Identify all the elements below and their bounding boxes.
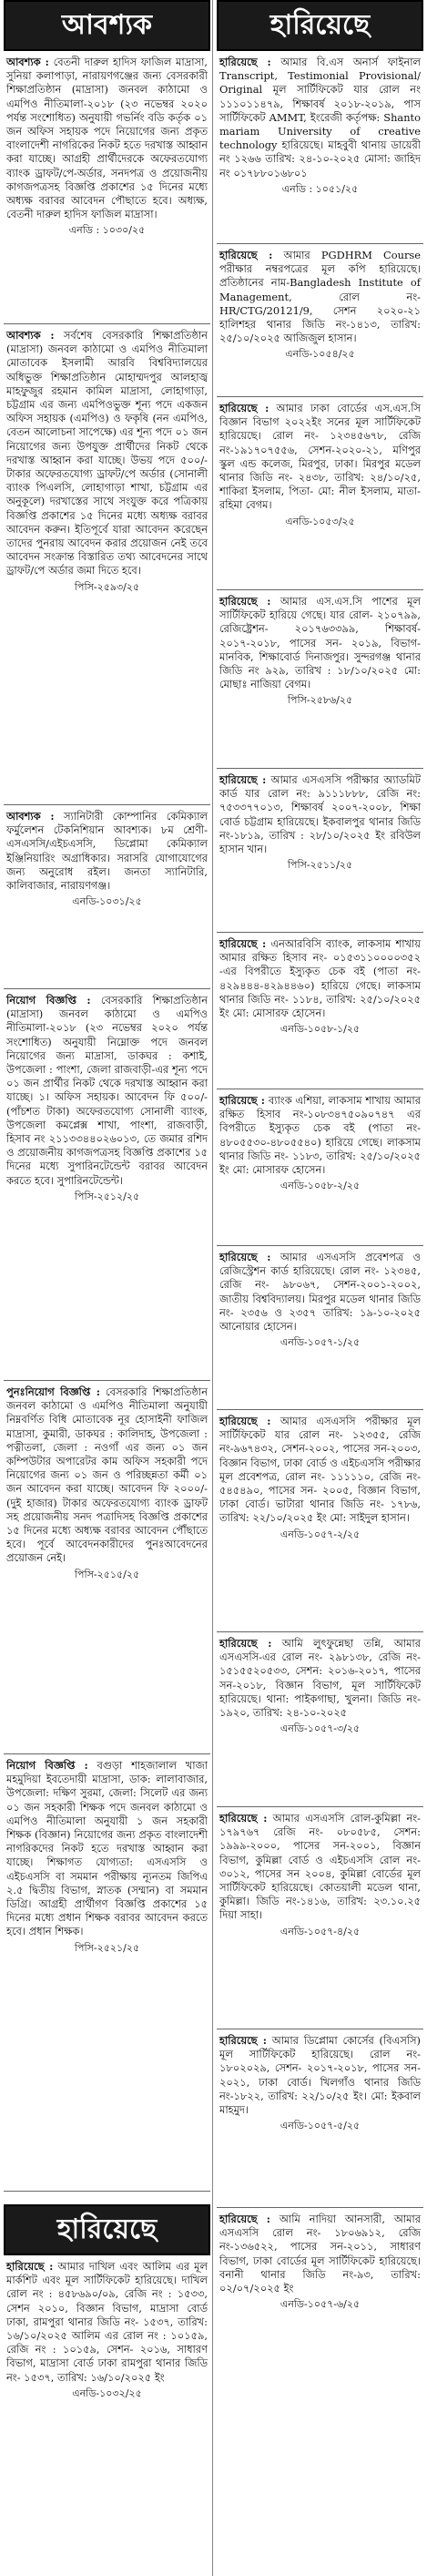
ad-reference: পিসি-২৫১৫/২৫ [74, 1568, 140, 1580]
ad-text: আমার এসএসসি পরীক্ষার অ্যাডমিট কার্ড যার রোল নং: ৯১১১৮৮৮, রেজি নং: ৭৫৩৩৭৭০১৩, শিক্ষাবর্ষ ২০০৭-২০০৮, শিক্ষা বোর্ড চট্টগ্রাম হারিয়েছে। ইকবালপুর থানার জিডি নং-১৮১৯, তারিখ : ২৮/১০/২০২৫ ইং রবিউল হাসান খান। [219, 773, 422, 856]
ad-title: আবশ্যক : [6, 56, 49, 68]
ad-text: বেসরকারি শিক্ষাপ্রতিষ্ঠান জনবল কাঠামো ও এমপিও নীতিমালা অনুযায়ী নিম্নবর্ণিত বিধি মোতাবেক নূর হোসাইনী ফাজিল মাদ্রাসা, কুমারী, ডাকঘর : কালিদাহ, উপজেলা : পত্নীতলা, জেলা : নওগাঁ এর জন্য ০১ জন কম্পিউটার অপারেটর কাম অফিস সহকারী পদে নিয়োগের জন্য ০১ জন ও পরিচ্ছন্নতা কর্মী ০১ জন আবেদন করা যাচ্ছে। আবেদন ফি ২০০০/- (দুই হাজার) টাকার অফেরতযোগ্য ব্যাংক ড্রাফট সহ প্রয়োজনীয় সনদ পত্রাদিসহ বিজ্ঞপ্তি প্রকাশের ১৫ দিনের মধ্যে অধ্যক্ষ বরাবর আবেদন পৌঁছাতে হবে। পূর্বে আবেদনকারীদের পুনঃআবেদনের প্রয়োজন নেই। [6, 1385, 208, 1565]
ad-title: হারিয়েছে : [219, 402, 269, 414]
classified-ad [217, 933, 423, 1089]
ad-title: নিয়োগ বিজ্ঞপ্তি : [6, 994, 91, 1007]
ad-reference: পিসি-২৫৮৬/২৫ [287, 694, 353, 707]
ad-text: আমার এস.এস.সি পাশের মূল সার্টিফিকেট হারিয়ে গেছে। যার রোল- ২১০৭৯৯, রেজিষ্ট্রেশন- ২০১৭৬৩৩৯৯, শিক্ষাবর্ষ- ২০১৭-২০১৮, পাসের সন- ২০১৯, বিভাগ- মানবিক, শিক্ষাবোর্ড দিনাজপুর। সুন্দরগঞ্জ থানার জিডি নং ৯২৯, তারিখ : ১৮/১০/২০২৫ মো: মোছাঃ নাজিয়া বেগম। [219, 595, 421, 691]
ad-reference: এনডি-১০৩২/২৫ [72, 2387, 142, 2399]
section-header-lost: হারিয়েছে [4, 2204, 210, 2255]
ad-reference: এনডি-১০৫৩/২৫ [285, 515, 355, 527]
ad-reference: এনডি-১০৫৮-১/২৫ [280, 1023, 361, 1036]
classified-ad [217, 1807, 423, 2029]
ad-reference: এনডি-১০৫৭-৬/২৫ [280, 2298, 361, 2311]
ad-title: হারিয়েছে : [6, 2260, 54, 2273]
ad-reference: এনডি-১০৫৪/২৫ [285, 348, 355, 361]
classified-ad [217, 769, 423, 933]
ad-reference: পিসি-২৫২১/২৫ [74, 1941, 140, 1954]
classified-ad [217, 51, 423, 244]
ad-title: আবশ্যক : [6, 810, 55, 823]
ad-reference: এনডি-১০৫৭-১/২৫ [280, 1336, 361, 1349]
ad-title: হারিয়েছে : [219, 1251, 271, 1263]
classified-ad [4, 1754, 210, 2192]
ad-reference: এনডি-১০৫৭-৩/২৫ [280, 1722, 361, 1735]
classified-ad [217, 397, 423, 590]
ad-text: বগুড়া শাহজালাল খাজা মহমুদিয়া ইবতেদায়ী মাদ্রাসা, ডাক: লালাবাজার, উপজেলা: দক্ষিণ সুরমা, জেলা: সিলেট এর জন্য ০১ জন সহকারী শিক্ষক পদে জনবল কাঠামো ও এমপিও নীতিমালা অনুযায়ী ১ জন সহকারী শিক্ষক (বিজ্ঞান) নিয়োগের জন্য প্রকৃত বাংলাদেশী নাগরিকদের নিকট হতে দরখাস্ত আহ্বান করা যাচ্ছে। শিক্ষাগত যোগ্যতা: এসএসসি ও এইচএসসি বা সমমান পরীক্ষায় ন্যূনতম জিপিএ ২.৫ দ্বিতীয় বিভাগ, স্নাতক (সম্মান) বা সমমান ডিগ্রি। আগ্রহী প্রার্থীগণ বিজ্ঞপ্তি প্রকাশের ১৫ দিনের মধ্যে প্রধান শিক্ষক বরাবর আবেদন করতে হবে। প্রধান শিক্ষক। [6, 1759, 208, 1938]
ad-text: আমার ডিপ্লোমা কোর্সের (বিএসসি) মূল সার্টিফিকেট হারিয়েছে। রোল নং- ১৮০২০২৯, সেশন- ২০১৭-২০১৮, পাসের সন- ২০২১, ঢাকা বোর্ড। খিলগাঁও থানার জিডি নং-১৮২২, তারিখ: ২২/১০/২৫ ইং। মো: ইকবাল মাহমুদ। [219, 2034, 421, 2117]
ad-text: আমার এসএসসি পরীক্ষার মূল সার্টিফিকেট যার রোল নং- ১২৩৫৫, রেজি নং-৯৬৭৪৩২, সেশন-২০০২, পাসের সন-২০০৩, বিজ্ঞান বিভাগ, ঢাকা বোর্ড ও এইচএসসি পরীক্ষার মূল প্রবেশপত্র, রোল নং- ১১১১১০, রেজি নং- ৫৪৫৪৯০, পাসের সন- ২০০৫, বিজ্ঞান বিভাগ, ঢাকা বোর্ড। ভাটারা থানার জিডি নং- ১৭৮৬, তারিখ: ২২/১০/২০২৫ ইং মো: সাইদুল হাসান। [219, 1415, 422, 1525]
left-column [4, 0, 210, 2529]
section-header-lost: হারিয়েছে [217, 0, 423, 51]
ad-reference: এনডি-১০৩১/২৫ [72, 895, 142, 908]
ad-text: আমার বি.এস অনার্স ফাইনাল Transcript, Testimonial Provisional/ Original মূল সার্টিফিকেট যার রোল নং ১১১০১১৪৭৯, শিক্ষাবর্ষ ২০১৮-২০১৯, পাস সার্টিফিকেট AMMT, ইংরেজী কর্তৃপক্ষ: Shanto mariam University of creative technology হারিয়েছে। মাহবুবী থানায় ডায়েরী নং ১২৬৬ তারিখ: ২৪-১০-২০২৫ মোসা: জাহিদ নং ০১৭৮৮০১৬৮০১ [219, 56, 421, 179]
ad-reference: এনডি-১০৫৭-৫/২৫ [280, 2120, 361, 2132]
ad-title: পুনঃনিয়োগ বিজ্ঞপ্তি : [6, 1385, 100, 1398]
ad-text: বেসরকারি শিক্ষাপ্রতিষ্ঠান (মাদ্রাসা) জনবল কাঠামো ও এমপিও নীতিমালা-২০১৮ (২৩ নভেম্বর ২০২০ পর্যন্ত সংশোধিত) অনুযায়ী নিম্নোক্ত পদে জনবল নিয়োগের জন্য মাদ্রাসা, ডাকঘর : কশাই, উপজেলা : পাংশা, জেলা রাজবাড়ী-এর শূন্য পদে ০১ জন প্রার্থীর নিকট থেকে দরখাস্ত আহ্বান করা যাচ্ছে। ১। অফিস সহায়ক। আবেদন ফি ৫০০/- (পাঁচশত টাকা) অফেরতযোগ্য সোনালী ব্যাংক, উপজেলা কমপ্লেক্স শাখা, পাংশা, রাজবাড়ী, হিসাব নং ২১১৩৩৪৪০২৬০১৩, তে জমার রশিদ ও প্রয়োজনীয় কাগজপত্রসহ বিজ্ঞপ্তি প্রকাশের ১৫ দিনের মধ্যে সুপারিনটেন্ডেন্ট বরাবর আবেদন করতে হবে। সুপারিনটেন্ডেন্ট। [6, 994, 208, 1187]
classified-ad [217, 1246, 423, 1410]
ad-title: হারিয়েছে : [219, 1415, 271, 1427]
classified-ad [4, 324, 210, 805]
ad-title: হারিয়েছে : [219, 1637, 272, 1650]
ad-title: আবশ্যক : [6, 329, 55, 342]
ad-title: হারিয়েছে : [219, 595, 271, 608]
ad-title: নিয়োগ বিজ্ঞপ্তি : [6, 1759, 88, 1772]
ad-title: হারিয়েছে : [219, 1094, 265, 1107]
ad-title: হারিয়েছে : [219, 249, 273, 261]
ad-text: আমার এসএসসি রোল-কুমিল্লা নং- ১৭৯৭৬৭ রেজি নং- ০৮০৫৮৫, সেশন: ১৯৯৯-২০০০, পাসের সন-২০০১, বিজ্ঞান বিভাগ, কুমিল্লা বোর্ড ও এইচএসসি রোল নং- ৩০১২, পাসের সন ২০০৪, কুমিল্লা বোর্ডের মূল সার্টিফিকেট হারিয়েছে। কোতয়ালী মডেল থানা, কুমিল্লা। জিডি নং-১৪১৬, তারিখ: ২৩.১০.২৫ দিয়া সাহা। [219, 1812, 421, 1922]
ad-text: আমার এসএসসি প্রবেশপত্র ও রেজিস্ট্রেশন কার্ড হারিয়েছে। রোল নং- ১২৩৪৫, রেজি নং- ৯৮০৬৭, সেশন-২০০১-২০০২, জাতীয় বিশ্ববিদ্যালয়। মিরপুর মডেল থানার জিডি নং- ২৩৫৬ ও ২৩৫৭ তারিখ: ১৯-১০-২০২৫ আনোয়ার হোসেন। [219, 1251, 421, 1334]
section-header-wanted: আবশ্যক [4, 0, 210, 51]
classified-ad [217, 1632, 423, 1807]
classified-ad [4, 51, 210, 324]
ad-title: হারিয়েছে : [219, 56, 271, 68]
ad-title: হারিয়েছে : [219, 1812, 268, 1825]
ad-reference: এনডি : ১০৩০/২৫ [68, 224, 146, 237]
classified-ad [217, 1089, 423, 1246]
ad-text: আমার PGDHRM Course পরীক্ষার নম্বরপত্রের মূল কপি হারিয়েছে। প্রতিষ্ঠানের নাম-Bangladesh Institute of Management, রোল নং-HR/CTG/20121/9, সেশন ২০২০-২১ হালিশহর থানার জিডি নং-১৪১৩, তারিখ: ২৫/১০/২০২৫ আজিজুল হাসান। [219, 249, 421, 345]
classified-ad [217, 590, 423, 769]
ad-reference: এনডি : ১০৫১/২৫ [281, 182, 359, 195]
classified-ad [4, 1381, 210, 1754]
column-divider [212, 0, 213, 2576]
classified-ad [4, 805, 210, 989]
ad-title: হারিয়েছে : [219, 937, 267, 950]
ad-title: হারিয়েছে : [219, 2213, 271, 2225]
ad-text: আমার ঢাকা বোর্ডের এস.এস.সি বিজ্ঞান বিভাগ ২০২২ইং সনের মূল সার্টিফিকেট হারিয়েছে। রোল নং- ১২৩৪৫৬৭৮, রেজি নং-১৯১৭০৭৫৫৬, সেশন-২০২০-২১, মণিপুর স্কুল এন্ড কলেজ, মিরপুর, ঢাকা। মিরপুর মডেল থানার জিডি নং- ২৪৩৮, তারিখ: ২৪/১০/২৫, শাকিরা ইসলাম, পিতা- মো: নীল ইসলাম, মাতা- রহিমা বেগম। [219, 402, 421, 512]
ad-text: আমি নাদিয়া আনসারী, আমার এসএসসি রোল নং- ১৮০৬৯১২, রেজি নং-১৩৬৫২২, পাসের সন-২০১১, সাধারণ বিভাগ, ঢাকা বোর্ডের মূল সার্টিফিকেট হারিয়েছে। বনানী থানার জিডি নং-৯৩, তারিখ: ০২/০৭/২০২৫ ইং [219, 2213, 422, 2295]
classified-ad [217, 2208, 423, 2363]
classified-ad [4, 989, 210, 1381]
ad-text: ব্যাংক এশিয়া, লাকসাম শাখায় আমার রক্ষিত হিসাব নং-১০৮৩৪৭৫০৯০৭৪৭ এর বিপরীতে ইস্যুকৃত চেক বই (পাতা নং- ৪৮০৫৫৩০-৪৮০৫৫৪০) হারিয়ে গেছে। লাকসাম থানার জিডি নং- ১১৮৩, তারিখ: ২৫/১০/২০২৫ ইং মো: মোসারফ হোসেন। [219, 1094, 421, 1177]
classified-ad [217, 2029, 423, 2208]
ad-reference: এনডি-১০৫৭-২/২৫ [280, 1528, 361, 1540]
ad-text: এনআরবিসি ব্যাংক, লাকসাম শাখায় আমার রক্ষিত হিসাব নং- ০১৫৩১১০০০০৩৫২ -এর বিপরীতে ইস্যুকৃত চেক বই (পাতা নং- ৪২৯৪৪৪-৪২৯৪৪৬০) হারিয়ে গেছে। লাকসাম থানার জিডি নং- ১১৮৪, তারিখ: ২৫/১০/২০২৫ ইং মো: মোসারফ হোসেন। [219, 937, 422, 1020]
ad-text: বেতনী দারুল হাদিস ফাজিল মাদ্রাসা, সুনিয়া কলাপাড়া, নারায়ণগঞ্জের জন্য বেসরকারী শিক্ষাপ্রতিষ্ঠান (মাদ্রাসা) জনবল কাঠামো ও এমপিও নীতিমালা-২০১৮ (২৩ নভেম্বর ২০২০ পর্যন্ত সংশোধিত) অনুযায়ী গভর্নিং বডি কর্তৃক ০১ জন অফিস সহায়ক পদে নিয়োগের জন্য প্রকৃত বাংলাদেশী নাগরিকের নিকট হতে দরখাস্ত আহ্বান করা যাচ্ছে। আগ্রহী প্রার্থীদেরকে অফেরতযোগ্য ব্যাংক ড্রাফট/পে-অর্ডার, সনদপত্র ও প্রয়োজনীয় কাগজপত্রসহ বিজ্ঞপ্তি প্রকাশের ১৫ দিনের মধ্যে অধ্যক্ষ বরাবর আবেদন পৌছাতে হবে। অধ্যক্ষ, বেতনী দারুল হাদিস ফাজিল মাদ্রাসা। [6, 56, 208, 221]
classified-ad [217, 1410, 423, 1632]
ad-reference: পিসি-২৫১১/২৫ [287, 859, 353, 872]
ad-title: হারিয়েছে : [219, 2034, 267, 2047]
classified-ad [217, 244, 423, 397]
ad-title: হারিয়েছে : [219, 773, 267, 786]
ad-text: আমার দাখিল এবং আলিম এর মূল মার্কশিট এবং মূল সার্টিফিকেট হারিয়েছে। দাখিল রোল নং : ৪৫৮৬৯০/০৯, রেজি নং : ১৫৩৩, সেশন ২০১০, বিজ্ঞান বিভাগ, মাদ্রাসা বোর্ড ঢাকা, রামপুরা থানার জিডি নং- ১৫৩৭, তারিখ: ১৬/১০/২০২৫ আলিম এর রোল নং : ১০১৫৯, রেজি নং : ১০১৫৯, সেশন- ২০১৬, সাধারণ বিভাগ, মাদ্রাসা বোর্ড ঢাকা রামপুরা থানার জিডি নং- ১৫৩৭, তারিখ: ১৬/১০/২০২৫ ইং [6, 2260, 208, 2384]
ad-reference: পিসি-২৫১২/২৫ [74, 1190, 140, 1202]
ad-text: স্যানিটারী কোম্পানির কেমিক্যাল ফর্মুলেশন টেকনিশিয়ান আবশ্যক। ৮ম শ্রেণী-এসএসসি/এইচএসসি, ডিপ্লোমা কেমিক্যাল ইঞ্জিনিয়ারিং অগ্রাধিকার। সরাসরি যোগাযোগের জন্য অনুরোধ রইল। জনতা স্যানিটারি, কালিবাজার, নারায়ণগঞ্জ। [6, 810, 208, 893]
ad-reference: পিসি-২৫৯৩/২৫ [74, 580, 140, 593]
ad-reference: এনডি-১০৫৭-৪/২৫ [280, 1925, 361, 1937]
ad-text: আমি লুৎফুন্নেছা তন্নি, আমার এসএসসি-এর রোল নং- ২৯৮১৩৮, রেজি নং- ১৫১৫৫২০৫৩৩, সেশন: ২০১৬-২০১৭, পাসের সন-২০১৮, বিজ্ঞান বিভাগ, মূল সার্টিফিকেট হারিয়েছে। থানা: পাইকগাছা, খুলনা। জিডি নং- ১৯২০, তারিখ: ২৪-১০-২০২৫ [219, 1637, 421, 1720]
ad-text: সর্বশেষ বেসরকারি শিক্ষাপ্রতিষ্ঠান (মাদ্রাসা) জনবল কাঠামো ও এমপিও নীতিমালা মোতাবেক ইসলামী আরবি বিশ্ববিদ্যালয়ের অধিভুক্ত শিক্ষাপ্রতিষ্ঠান মোহাম্মদপুর আলহাজ্ব মাহফুজুর রহমান কামিল মাদ্রাসা, লোহাগাড়া, চট্টগ্রাম এর জন্য এমপিওভুক্ত শূন্য পদে একজন অফিস সহায়ক (এমপিও) ও ফকৃষি (নন এমপিও, বেতন আলোচনা সাপেক্ষে) এর শূন্য পদে ০১ জন নিয়োগের জন্য উপযুক্ত প্রার্থীদের নিকট থেকে দরখাস্ত আহ্বান করা যাচ্ছে। উভয় পদে ৫০০/- টাকার অফেরতযোগ্য ড্রাফট/পে অর্ডার (সোনালী ব্যাংক পিএলসি, লোহাগাড়া শাখা, চট্টগ্রাম এর অনুকূলে) দরখাস্তের সাথে সংযুক্ত করে পত্রিকায় বিজ্ঞপ্তি প্রকাশের ১৫ দিনের মধ্যে অধ্যক্ষ বরাবর আবেদন করুন। ইতিপূর্বে যারা আবেদন করেছেন তাদের পুনরায় আবেদন করার প্রয়োজন নেই তবে আবেদন সংক্রান্ত বিস্তারিত তথ্য আবেদনের সাথে ড্রাফট/পে অর্ডার জমা দিতে হবে। [6, 329, 208, 578]
ad-reference: এনডি-১০৫৮-২/২৫ [280, 1180, 361, 1192]
classified-ad [4, 2255, 210, 2529]
right-column [217, 0, 423, 2363]
